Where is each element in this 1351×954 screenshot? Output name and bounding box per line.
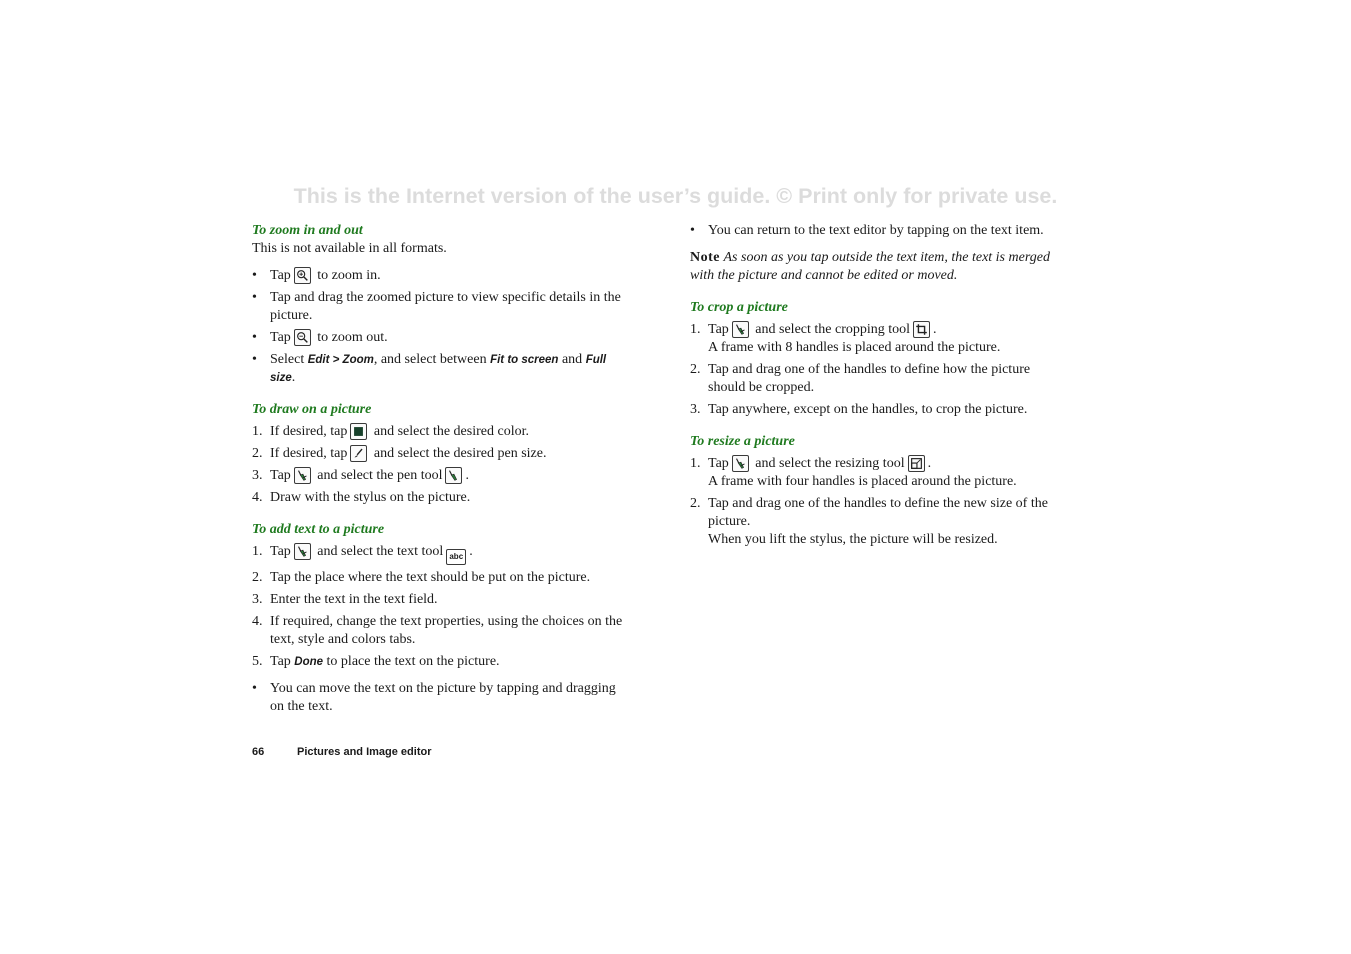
step-number: 3. xyxy=(252,468,263,483)
bullet: • xyxy=(252,330,257,345)
text: Tap xyxy=(270,654,291,669)
text-step-2 xyxy=(252,569,627,587)
step-number: 2. xyxy=(252,446,263,461)
text-bullet-1 xyxy=(252,680,627,716)
crop-heading: To crop a picture xyxy=(690,300,788,315)
step-number: 2. xyxy=(252,570,263,585)
text: . xyxy=(465,468,469,483)
tools-icon[interactable] xyxy=(294,467,311,484)
text: , and select between xyxy=(373,352,487,367)
pen-tool-icon[interactable] xyxy=(445,467,462,484)
text: Enter the text in the text field. xyxy=(270,592,438,607)
resize-tool-icon[interactable] xyxy=(908,455,925,472)
text: to zoom out. xyxy=(317,330,388,345)
crop-tool-icon[interactable] xyxy=(913,321,930,338)
tools-icon[interactable] xyxy=(294,543,311,560)
note xyxy=(690,249,1065,285)
text: . xyxy=(469,544,473,559)
bullet: • xyxy=(252,290,257,305)
step-number: 5. xyxy=(252,654,263,669)
text-bullet-2 xyxy=(690,222,1065,240)
page-number: 66 xyxy=(252,746,265,758)
add-text-heading: To add text to a picture xyxy=(252,522,385,537)
text: and select the desired color. xyxy=(373,424,529,439)
text: Tap and drag one of the handles to define how the picture should be cropped. xyxy=(708,362,1031,395)
text: Tap xyxy=(270,268,291,283)
tools-icon[interactable] xyxy=(732,321,749,338)
text: Tap xyxy=(708,456,729,471)
zoom-bullet-4 xyxy=(252,351,627,387)
text: and select the desired pen size. xyxy=(373,446,547,461)
step-number: 1. xyxy=(252,544,263,559)
zoom-bullet-1 xyxy=(252,267,627,285)
color-swatch-icon[interactable] xyxy=(350,423,367,440)
right-column xyxy=(690,222,1065,549)
zoom-heading: To zoom in and out xyxy=(252,223,363,238)
bullet: • xyxy=(252,681,257,696)
zoom-bullet-2 xyxy=(252,289,627,325)
zoom-out-icon[interactable] xyxy=(294,329,311,346)
text: If desired, tap xyxy=(270,446,348,461)
text: and xyxy=(561,352,583,367)
page-footer xyxy=(252,746,431,758)
draw-step-1 xyxy=(252,423,627,441)
text: . xyxy=(933,322,937,337)
text-tool-icon[interactable]: abc xyxy=(446,549,466,565)
text: and select the resizing tool xyxy=(755,456,905,471)
step-number: 4. xyxy=(252,614,263,629)
text-step-5 xyxy=(252,653,627,671)
text-step-3 xyxy=(252,591,627,609)
resize-step-2 xyxy=(690,495,1065,549)
text: and select the cropping tool xyxy=(755,322,911,337)
text: Select xyxy=(270,352,305,367)
text: Tap xyxy=(270,544,291,559)
text: Tap and drag one of the handles to define the new size of the picture. xyxy=(708,496,1048,529)
bullet: • xyxy=(690,223,695,238)
text: If desired, tap xyxy=(270,424,348,439)
text: Tap xyxy=(708,322,729,337)
zoom-in-icon[interactable] xyxy=(294,267,311,284)
text-step-1 xyxy=(252,543,627,565)
text: Draw with the stylus on the picture. xyxy=(270,490,471,505)
draw-heading: To draw on a picture xyxy=(252,402,372,417)
text: and select the text tool xyxy=(317,544,444,559)
note-label: Note xyxy=(690,250,720,265)
option-fit-to-screen: Fit to screen xyxy=(490,354,559,366)
text: Tap anywhere, except on the handles, to crop the picture. xyxy=(708,402,1028,417)
crop-step-3 xyxy=(690,401,1065,419)
draw-step-3 xyxy=(252,467,627,485)
text: and select the pen tool xyxy=(317,468,443,483)
text: You can return to the text editor by tapping on the text item. xyxy=(708,223,1044,238)
crop-step-2 xyxy=(690,361,1065,397)
tools-icon[interactable] xyxy=(732,455,749,472)
text: You can move the text on the picture by tapping and dragging on the text. xyxy=(270,681,616,714)
note-text: As soon as you tap outside the text item, the text is merged with the picture and cannot be edited or moved. xyxy=(690,250,1050,283)
crop-step-1 xyxy=(690,321,1065,357)
text: . xyxy=(927,456,932,471)
text: . xyxy=(291,370,296,385)
text: to place the text on the picture. xyxy=(326,654,500,669)
step-number: 3. xyxy=(252,592,263,607)
step-number: 1. xyxy=(690,322,701,337)
text-step-4 xyxy=(252,613,627,649)
watermark: This is the Internet version of the user’s guide. © Print only for private use. xyxy=(293,184,1058,208)
zoom-intro: This is not available in all formats. xyxy=(252,241,447,256)
left-column xyxy=(252,222,627,716)
text: to zoom in. xyxy=(317,268,381,283)
text: Tap xyxy=(270,330,291,345)
step-number: 3. xyxy=(690,402,701,417)
bullet: • xyxy=(252,352,257,367)
text: Tap xyxy=(270,468,291,483)
menu-path: Edit > Zoom xyxy=(307,354,374,366)
zoom-bullet-3 xyxy=(252,329,627,347)
text: If required, change the text properties, using the choices on the text, style and colors tabs. xyxy=(270,614,623,647)
done-command: Done xyxy=(294,656,324,668)
text: When you lift the stylus, the picture will be resized. xyxy=(708,532,998,547)
step-number: 4. xyxy=(252,490,263,505)
step-number: 2. xyxy=(690,496,701,511)
option-full-size: Full size xyxy=(270,354,607,384)
pen-size-icon[interactable] xyxy=(350,445,367,462)
draw-step-4 xyxy=(252,489,627,507)
text: A frame with 8 handles is placed around the picture. xyxy=(708,340,1001,355)
bullet: • xyxy=(252,268,257,283)
text: A frame with four handles is placed around the picture. xyxy=(708,474,1017,489)
resize-heading: To resize a picture xyxy=(690,434,795,449)
step-number: 1. xyxy=(690,456,701,471)
draw-step-2 xyxy=(252,445,627,463)
text: Tap the place where the text should be put on the picture. xyxy=(270,570,591,585)
resize-step-1 xyxy=(690,455,1065,491)
step-number: 2. xyxy=(690,362,701,377)
section-title: Pictures and Image editor xyxy=(297,746,432,758)
step-number: 1. xyxy=(252,424,263,439)
text: Tap and drag the zoomed picture to view specific details in the picture. xyxy=(270,290,621,323)
